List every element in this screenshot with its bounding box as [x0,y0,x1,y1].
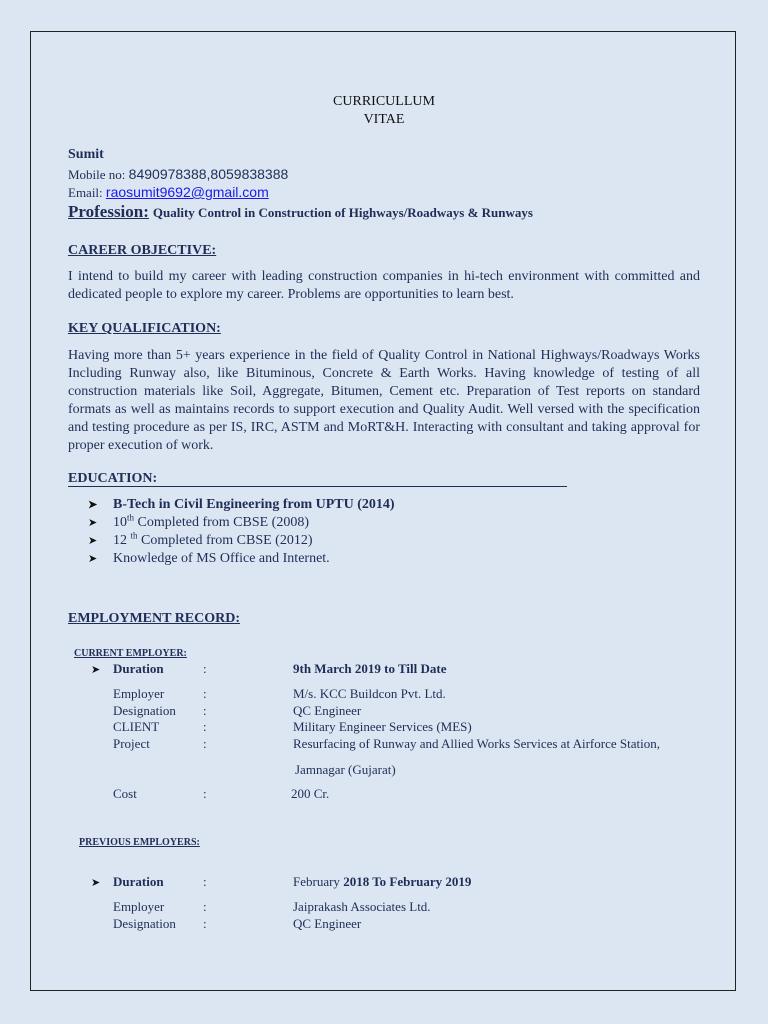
current-employer-label: Employer [113,686,165,701]
previous-duration-value [293,874,471,890]
current-designation-label: Designation [113,703,176,718]
list-item [88,532,395,550]
education-12th-sup: th [130,530,138,541]
education-12th-rest: Completed from CBSE (2012) [137,533,313,548]
colon: : [203,703,207,718]
current-project-value-line1: Resurfacing of Runway and Allied Works Services at Airforce Station, [293,736,660,751]
candidate-name: Sumit [68,147,104,162]
list-item [88,550,395,568]
arrow-bullet-icon: ➤ [91,877,101,889]
key-qualification-heading: KEY QUALIFICATION: [68,321,221,336]
current-project-value-line2: Jamnagar (Gujarat) [295,762,396,777]
profession-label: Profession: [68,202,149,221]
colon: : [203,686,207,701]
current-cost-label: Cost [113,786,137,801]
education-list [88,496,395,568]
career-objective-text: I intend to build my career with leading construction companies in hi-tech environment with committed and dedicated people to explore my career. Problems are opportunities to learn best. [68,269,700,302]
arrow-bullet-icon: ➤ [88,517,98,529]
current-client-value: Military Engineer Services (MES) [293,719,472,734]
current-project-label: Project [113,736,150,751]
email-label: Email: [68,185,103,200]
colon: : [203,916,207,931]
mobile-value: 8490978388,8059838388 [128,166,289,182]
mobile-label: Mobile no: [68,167,126,182]
previous-employer-value: Jaiprakash Associates Ltd. [293,899,431,914]
current-cost-value: 200 Cr. [291,786,330,801]
current-designation-value: QC Engineer [293,703,362,718]
colon: : [203,899,207,914]
colon: : [203,736,207,751]
current-duration-label: Duration [113,661,164,676]
education-btech: B-Tech in Civil Engineering from UPTU (2014) [113,497,395,512]
previous-duration-value-bold: 2018 To February 2019 [343,874,472,889]
colon: : [203,661,207,676]
education-10th-sup: th [127,512,135,523]
colon: : [203,719,207,734]
education-ms-office: Knowledge of MS Office and Internet. [113,551,330,566]
previous-employer-label: Employer [113,899,165,914]
previous-employers-heading: PREVIOUS EMPLOYERS: [79,837,200,848]
list-item [88,514,395,532]
education-10th-num: 10 [113,515,127,530]
previous-designation-value: QC Engineer [293,916,362,931]
previous-designation-label: Designation [113,916,176,931]
education-underline [68,486,567,487]
colon: : [203,874,207,889]
list-item [88,496,395,514]
email-line [68,184,269,201]
profession-text: Quality Control in Construction of Highways/Roadways & Runways [152,205,533,220]
current-duration-value: 9th March 2019 to Till Date [293,661,447,676]
employment-heading: EMPLOYMENT RECORD: [68,611,241,626]
previous-duration-label: Duration [113,874,164,889]
document-title-line1: CURRICULLUM [333,94,435,109]
arrow-bullet-icon: ➤ [88,535,98,547]
education-12th-num: 12 [113,533,131,548]
profession-line [68,202,533,222]
mobile-line [68,166,288,183]
current-employer-heading: CURRENT EMPLOYER: [74,648,187,659]
arrow-bullet-icon: ➤ [88,553,98,565]
education-heading: EDUCATION: [68,471,158,486]
email-link[interactable]: raosumit9692@gmail.com [105,184,269,200]
current-client-label: CLIENT [113,719,160,734]
document-title-line2: VITAE [363,112,405,127]
colon: : [203,786,207,801]
arrow-bullet-icon: ➤ [91,664,101,676]
career-objective-heading: CAREER OBJECTIVE: [68,243,217,258]
previous-duration-value-normal: February [293,874,344,889]
key-qualification-text: Having more than 5+ years experience in the field of Quality Control in National Highways/Roadways Works Including Runway also, like Bituminous, Concrete & Earth Works. Having knowledge of testing of all construction materials like Soil, Aggregate, Bitumen, Cement etc. Preparation of Test reports on standard formats as well as maintains records to support execution and Quality Audit. Well versed with the specification and testing procedure as per IS, IRC, ASTM and MoRT&H. Interacting with consultant and taking approval for proper execution of work. [68,348,700,453]
current-employer-value: M/s. KCC Buildcon Pvt. Ltd. [293,686,446,701]
arrow-bullet-icon: ➤ [88,499,98,511]
education-10th-rest: Completed from CBSE (2008) [134,515,310,530]
